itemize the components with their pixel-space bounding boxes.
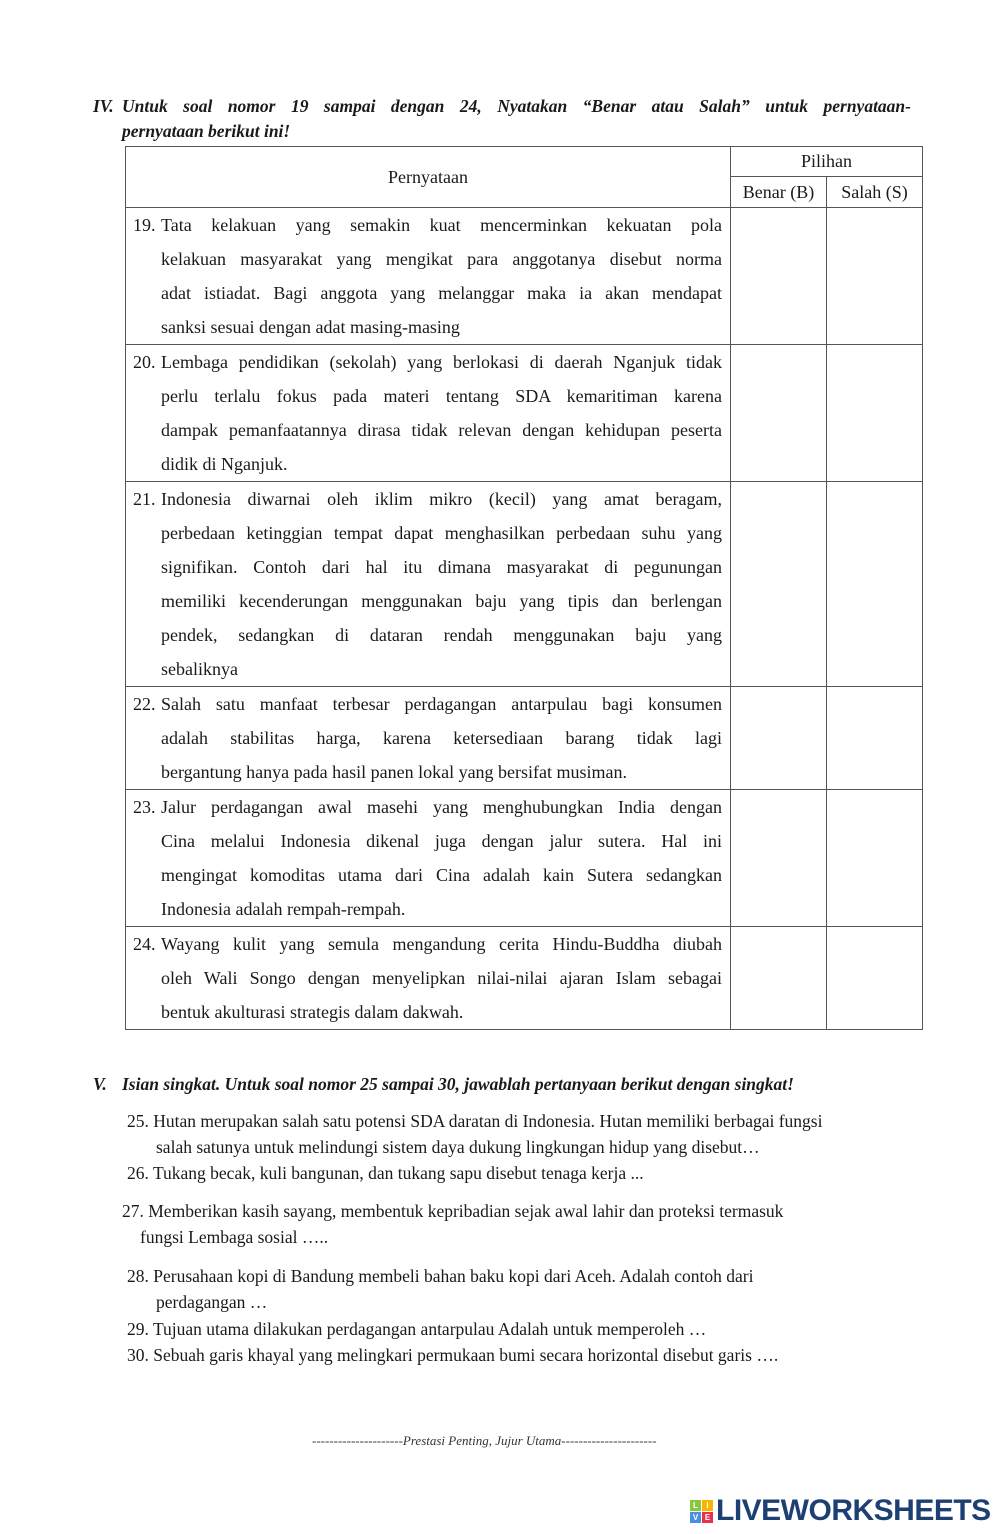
- question-number: 25.: [127, 1111, 149, 1131]
- logo-text: LIVEWORKSHEETS: [716, 1494, 991, 1527]
- statement-line: didik di Nganjuk.: [161, 454, 288, 474]
- answer-true-cell[interactable]: [731, 927, 827, 1030]
- logo-block: E: [702, 1512, 713, 1523]
- question-line: Hutan merupakan salah satu potensi SDA daratan di Indonesia. Hutan memiliki berbagai fungsi: [153, 1111, 823, 1131]
- answer-true-cell[interactable]: [731, 345, 827, 482]
- statement-line: Cina melalui Indonesia dikenal juga dengan jalur sutera. Hal ini: [161, 831, 722, 851]
- question-line: Tukang becak, kuli bangunan, dan tukang sapu disebut tenaga kerja ...: [152, 1163, 644, 1183]
- statement-line: kelakuan masyarakat yang mengikat para anggotanya disebut norma: [161, 249, 722, 269]
- header-false: Salah (S): [827, 177, 923, 208]
- table-row: [126, 345, 923, 482]
- item-number: 19.: [133, 215, 156, 235]
- statement-line: perbedaan ketinggian tempat dapat menghasilkan perbedaan suhu yang: [161, 523, 722, 543]
- question-line: Perusahaan kopi di Bandung membeli bahan baku kopi dari Aceh. Adalah contoh dari: [153, 1266, 754, 1286]
- statement-line: memiliki kecenderungan menggunakan baju yang tipis dan berlengan: [161, 591, 722, 611]
- section-4-heading: [93, 94, 911, 144]
- header-true: Benar (B): [731, 177, 827, 208]
- statement-cell: [126, 687, 731, 790]
- answer-true-cell[interactable]: [731, 687, 827, 790]
- question-number: 30.: [127, 1345, 149, 1365]
- statement-line: mengingat komoditas utama dari Cina adalah kain Sutera sedangkan: [161, 865, 722, 885]
- item-number: 22.: [133, 694, 156, 714]
- section-title: Isian singkat. Untuk soal nomor 25 sampai 30, jawablah pertanyaan berikut dengan singkat!: [122, 1074, 794, 1094]
- statement-line: sanksi sesuai dengan adat masing-masing: [161, 317, 460, 337]
- item-number: 21.: [133, 489, 156, 509]
- statement-line: oleh Wali Songo dengan menyelipkan nilai-nilai ajaran Islam sebagai: [161, 968, 722, 988]
- short-answer-question: [127, 1316, 706, 1342]
- item-number: 24.: [133, 934, 156, 954]
- question-number: 27.: [122, 1201, 144, 1221]
- table-row: [126, 482, 923, 687]
- question-line: fungsi Lembaga sosial …..: [140, 1227, 329, 1247]
- answer-false-cell[interactable]: [827, 482, 923, 687]
- answer-true-cell[interactable]: [731, 482, 827, 687]
- question-number: 29.: [127, 1319, 149, 1339]
- logo-block: I: [702, 1500, 713, 1511]
- table-row: [126, 790, 923, 927]
- true-false-table: [125, 146, 923, 1030]
- section-title-line: pernyataan berikut ini!: [122, 121, 291, 141]
- answer-true-cell[interactable]: [731, 790, 827, 927]
- statement-line: Indonesia diwarnai oleh iklim mikro (kecil) yang amat beragam,: [161, 489, 722, 509]
- liveworksheets-logo: [690, 1494, 991, 1528]
- short-answer-question: [127, 1342, 778, 1368]
- statement-cell: [126, 927, 731, 1030]
- statement-line: signifikan. Contoh dari hal itu dimana masyarakat di pegunungan: [161, 557, 722, 577]
- answer-false-cell[interactable]: [827, 687, 923, 790]
- section-title-line: Untuk soal nomor 19 sampai dengan 24, Nyatakan “Benar atau Salah” untuk pernyataan-: [122, 96, 911, 116]
- question-number: 26.: [127, 1163, 149, 1183]
- table-row: [126, 927, 923, 1030]
- statement-cell: [126, 482, 731, 687]
- table-row: [126, 687, 923, 790]
- answer-false-cell[interactable]: [827, 345, 923, 482]
- section-5-heading: [93, 1074, 794, 1095]
- statement-line: adat istiadat. Bagi anggota yang melanggar maka ia akan mendapat: [161, 283, 722, 303]
- question-line: Sebuah garis khayal yang melingkari permukaan bumi secara horizontal disebut garis ….: [153, 1345, 779, 1365]
- logo-block: L: [690, 1500, 701, 1511]
- statement-line: Lembaga pendidikan (sekolah) yang berlokasi di daerah Nganjuk tidak: [161, 352, 722, 372]
- section-number: IV.: [93, 96, 114, 116]
- statement-cell: [126, 208, 731, 345]
- statement-line: dampak pemanfaatannya dirasa tidak relevan dengan kehidupan peserta: [161, 420, 722, 440]
- question-line: salah satunya untuk melindungi sistem daya dukung lingkungan hidup yang disebut…: [156, 1137, 760, 1157]
- table-row: [126, 208, 923, 345]
- short-answer-question: [122, 1198, 783, 1250]
- answer-false-cell[interactable]: [827, 790, 923, 927]
- statement-line: Salah satu manfaat terbesar perdagangan antarpulau bagi konsumen: [161, 694, 722, 714]
- statement-line: bergantung hanya pada hasil panen lokal yang bersifat musiman.: [161, 762, 628, 782]
- statement-line: Jalur perdagangan awal masehi yang menghubungkan India dengan: [161, 797, 722, 817]
- statement-line: Wayang kulit yang semula mengandung cerita Hindu-Buddha diubah: [161, 934, 722, 954]
- question-line: Tujuan utama dilakukan perdagangan antarpulau Adalah untuk memperoleh …: [152, 1319, 707, 1339]
- header-choice: Pilihan: [731, 147, 923, 177]
- statement-cell: [126, 790, 731, 927]
- statement-line: perlu terlalu fokus pada materi tentang SDA kemaritiman karena: [161, 386, 722, 406]
- question-line: Memberikan kasih sayang, membentuk kepribadian sejak awal lahir dan proteksi termasuk: [148, 1201, 784, 1221]
- item-number: 20.: [133, 352, 156, 372]
- question-number: 28.: [127, 1266, 149, 1286]
- logo-blocks-icon: [690, 1500, 713, 1523]
- statement-line: adalah stabilitas harga, karena ketersediaan barang tidak lagi: [161, 728, 722, 748]
- short-answer-question: [127, 1263, 753, 1315]
- short-answer-question: [127, 1108, 822, 1160]
- question-line: perdagangan …: [156, 1292, 268, 1312]
- answer-true-cell[interactable]: [731, 208, 827, 345]
- statement-line: pendek, sedangkan di dataran rendah menggunakan baju yang: [161, 625, 722, 645]
- header-statement: Pernyataan: [126, 147, 731, 208]
- statement-line: Indonesia adalah rempah-rempah.: [161, 899, 406, 919]
- statement-line: Tata kelakuan yang semakin kuat mencerminkan kekuatan pola: [161, 215, 722, 235]
- answer-false-cell[interactable]: [827, 927, 923, 1030]
- statement-cell: [126, 345, 731, 482]
- footer-motto: ---------------------Prestasi Penting, Jujur Utama----------------------: [312, 1433, 657, 1448]
- section-number: V.: [93, 1074, 107, 1094]
- item-number: 23.: [133, 797, 156, 817]
- logo-block: V: [690, 1512, 701, 1523]
- statement-line: sebaliknya: [161, 659, 238, 679]
- short-answer-question: [127, 1160, 644, 1186]
- statement-line: bentuk akulturasi strategis dalam dakwah.: [161, 1002, 464, 1022]
- answer-false-cell[interactable]: [827, 208, 923, 345]
